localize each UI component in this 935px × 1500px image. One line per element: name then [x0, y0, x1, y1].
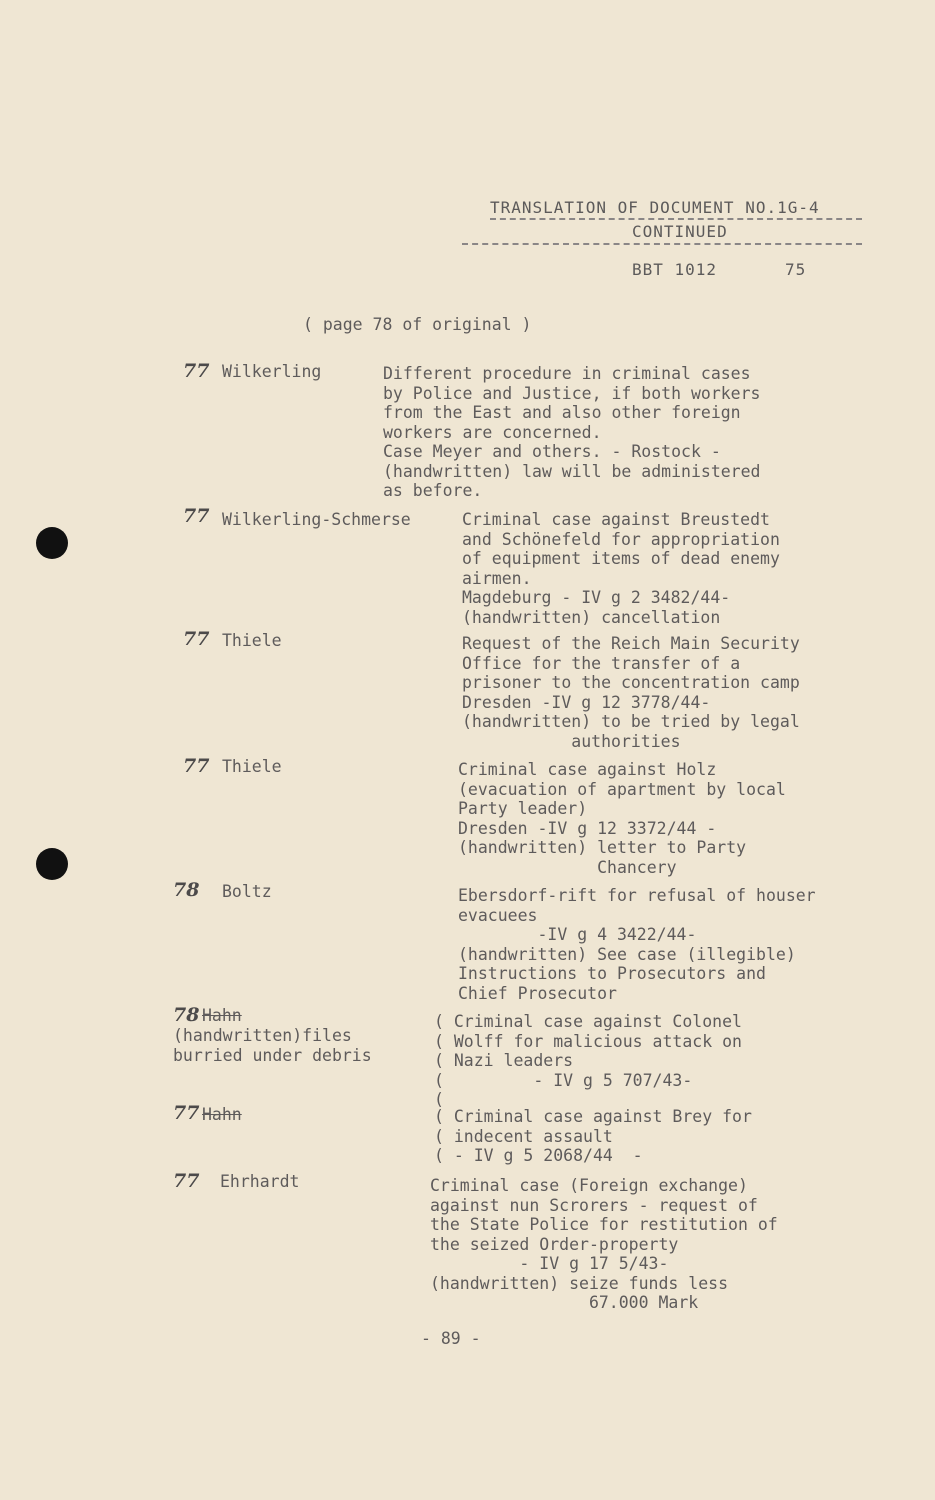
entry-name: Thiele [222, 631, 282, 650]
entry-mark: 77 [173, 1102, 200, 1124]
continued-label: CONTINUED [632, 222, 728, 241]
entry-mark: 77 [183, 755, 210, 777]
entry-text: Criminal case (Foreign exchange) against nun Scrorers - request of the State Police for restitution of the seized Order-property - IV g 17 5/43- (handwritten) seize funds less 67.000 Mark [430, 1176, 778, 1312]
continued-underline [462, 243, 862, 245]
entry-name: Hahn [202, 1006, 242, 1025]
entry-text: Criminal case against Breustedt and Schönefeld for appropriation of equipment items of dead enemy airmen. Magdeburg - IV g 2 3482/44- (handwritten) cancellation [462, 510, 780, 627]
entry-name: Boltz [222, 882, 272, 901]
entry-mark: 77 [183, 360, 210, 382]
doc-title: TRANSLATION OF DOCUMENT NO.1G-4 [490, 198, 820, 217]
entry-name: Ehrhardt [220, 1172, 300, 1191]
page-number: - 89 - [421, 1329, 481, 1348]
entry-mark: 77 [173, 1170, 200, 1192]
entry-name: Wilkerling [222, 362, 322, 381]
punch-hole-bottom [36, 848, 68, 880]
entry-text: Ebersdorf-rift for refusal of houser evacuees -IV g 4 3422/44- (handwritten) See case (illegible) Instructions to Prosecutors and Chief Prosecutor [458, 886, 816, 1003]
entry-name: Thiele [222, 757, 282, 776]
entry-text: ( Criminal case against Brey for ( indecent assault ( - IV g 5 2068/44 - [434, 1107, 752, 1165]
entry-text: Criminal case against Holz (evacuation of apartment by local Party leader) Dresden -IV g 12 3372/44 - (handwritten) letter to Party Chancery [458, 760, 786, 877]
entry-mark: 78 [173, 1004, 200, 1026]
ref-code: BBT 1012 [632, 260, 718, 279]
page-reference: ( page 78 of original ) [303, 315, 532, 334]
entry-name: Wilkerling-Schmerse [222, 510, 411, 529]
entry-text: Request of the Reich Main Security Office for the transfer of a prisoner to the concentration camp Dresden -IV g 12 3778/44- (handwritten) to be tried by legal authorities [462, 634, 800, 751]
entry-text: Different procedure in criminal cases by Police and Justice, if both workers from the East and also other foreign workers are concerned. Case Meyer and others. - Rostock - (handwritten) law will be administered as before. [383, 364, 761, 500]
ref-number: 75 [785, 260, 807, 279]
entry-name: Hahn [202, 1105, 242, 1124]
entry-name-note: (handwritten)files burried under debris [173, 1026, 372, 1065]
entry-mark: 77 [183, 505, 210, 527]
entry-text: ( Criminal case against Colonel ( Wolff for malicious attack on ( Nazi leaders ( - IV g 5 707/43- ( [434, 1012, 742, 1109]
punch-hole-top [36, 527, 68, 559]
title-underline [490, 218, 862, 220]
entry-mark: 78 [173, 879, 200, 901]
entry-mark: 77 [183, 628, 210, 650]
